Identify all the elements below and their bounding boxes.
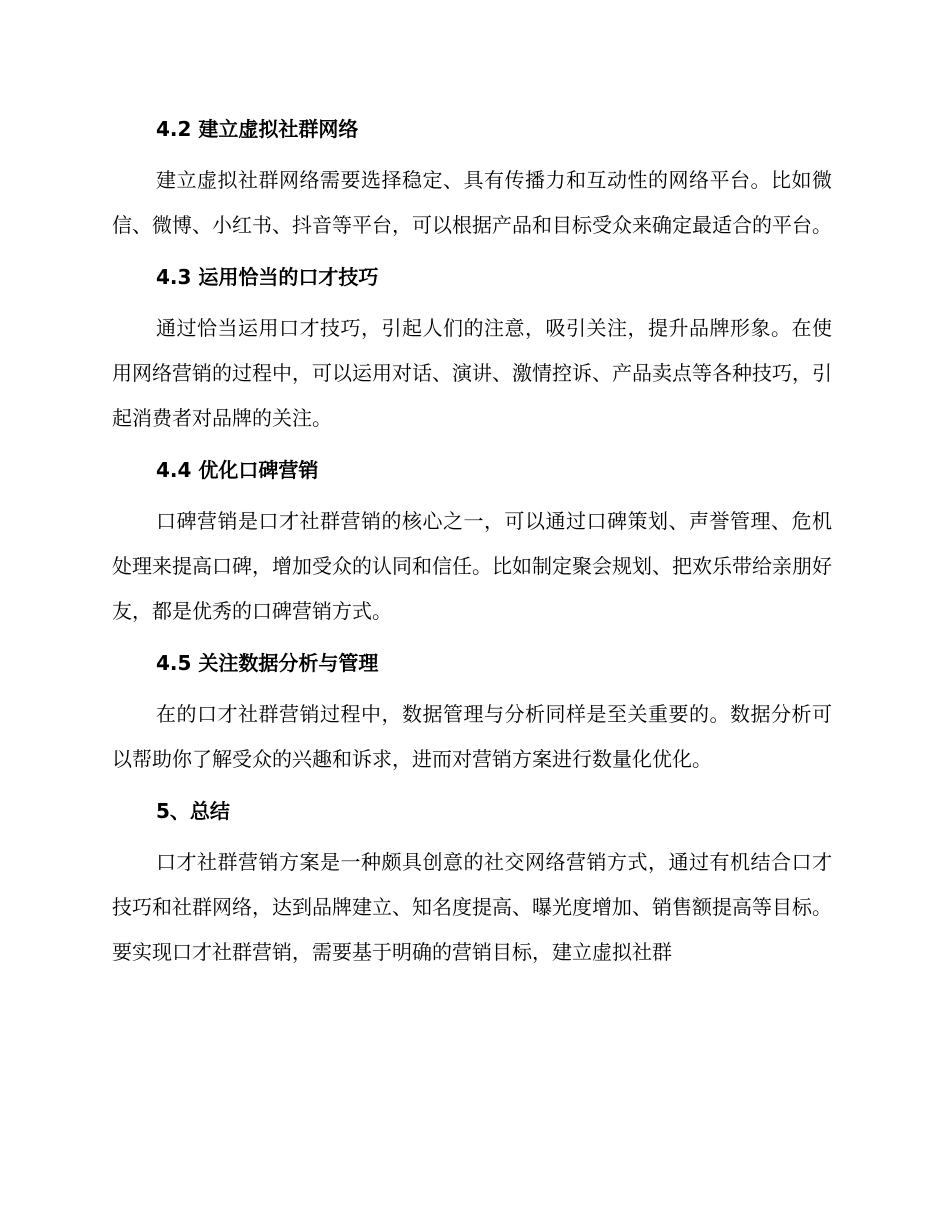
section-heading-5: 5、总结 — [156, 799, 230, 823]
section-paragraph-4-2: 建立虚拟社群网络需要选择稳定、具有传播力和互动性的网络平台。比如微信、微博、小红书、抖音等平台，可以根据产品和目标受众来确定最适合的平台。 — [112, 168, 832, 237]
section-heading-4-2: 4.2 建立虚拟社群网络 — [156, 117, 359, 141]
document-body — [112, 114, 832, 975]
section-paragraph-4-5: 在的口才社群营销过程中，数据管理与分析同样是至关重要的。数据分析可以帮助你了解受众的兴趣和诉求，进而对营销方案进行数量化优化。 — [112, 702, 832, 771]
section-heading-4-3: 4.3 运用恰当的口才技巧 — [156, 265, 379, 289]
section-paragraph-4-4: 口碑营销是口才社群营销的核心之一，可以通过口碑策划、声誉管理、危机处理来提高口碑，增加受众的认同和信任。比如制定聚会规划、把欢乐带给亲朋好友，都是优秀的口碑营销方式。 — [112, 509, 832, 623]
section-paragraph-4-3: 通过恰当运用口才技巧，引起人们的注意，吸引关注，提升品牌形象。在使用网络营销的过程中，可以运用对话、演讲、激情控诉、产品卖点等各种技巧，引起消费者对品牌的关注。 — [112, 316, 832, 430]
section-paragraph-5: 口才社群营销方案是一种颇具创意的社交网络营销方式，通过有机结合口才技巧和社群网络，达到品牌建立、知名度提高、曝光度增加、销售额提高等目标。要实现口才社群营销，需要基于明确的营销目标，建立虚拟社群 — [112, 850, 832, 964]
section-heading-4-4: 4.4 优化口碑营销 — [156, 458, 319, 482]
section-heading-4-5: 4.5 关注数据分析与管理 — [156, 651, 379, 675]
